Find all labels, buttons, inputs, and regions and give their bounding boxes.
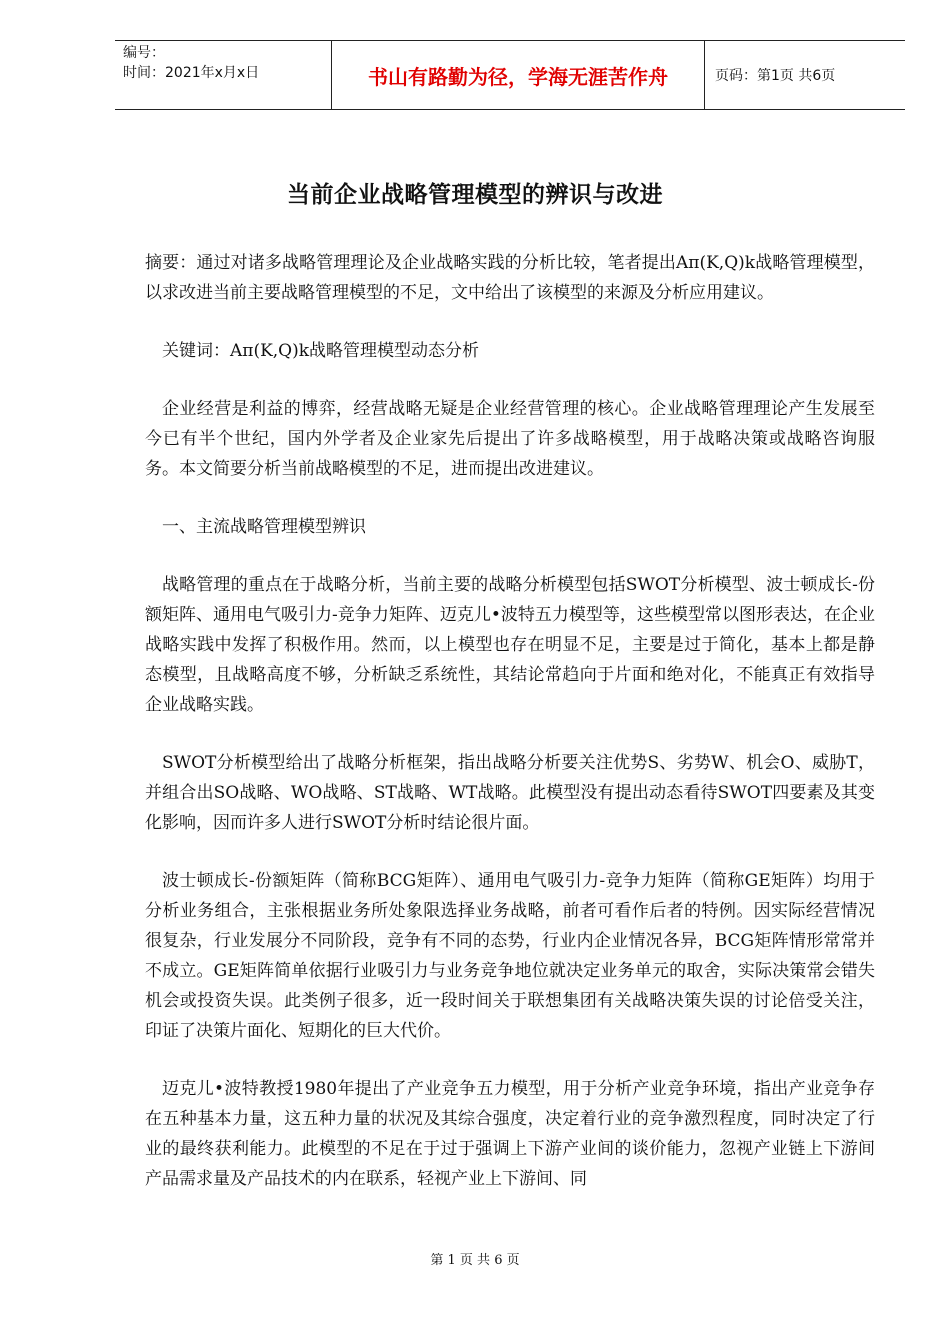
code-label: 编号： [123,45,165,61]
header-motto: 书山有路勤为径，学海无涯苦作舟 [332,41,705,109]
document-body [145,248,875,1222]
page-header [115,40,905,110]
body-paragraph: 战略管理的重点在于战略分析，当前主要的战略分析模型包括SWOT分析模型、波士顿成长-份额矩阵、通用电气吸引力-竞争力矩阵、迈克儿•波特五力模型等，这些模型常以图形表达，在企业战略实践中发挥了积极作用。然而，以上模型也存在明显不足，主要是过于简化，基本上都是静态模型，且战略高度不够，分析缺乏系统性，其结论常趋向于片面和绝对化，不能真正有效指导企业战略实践。 [145,575,875,715]
body-paragraph: 波士顿成长-份额矩阵（简称BCG矩阵）、通用电气吸引力-竞争力矩阵（简称GE矩阵）均用于分析业务组合，主张根据业务所处象限选择业务战略，前者可看作后者的特例。因实际经营情况很复杂，行业发展分不同阶段，竞争有不同的态势，行业内企业情况各异，BCG矩阵情形常常并不成立。GE矩阵简单依据行业吸引力与业务竞争地位就决定业务单元的取舍，实际决策常会错失机会或投资失误。此类例子很多，近一段时间关于联想集团有关战略决策失误的讨论倍受关注，印证了决策片面化、短期化的巨大代价。 [145,871,875,1041]
header-page-info: 页码：第1页 共6页 [715,68,836,84]
section-heading: 一、主流战略管理模型辨识 [162,517,366,537]
page-footer: 第 1 页 共 6 页 [430,1253,520,1268]
document-title: 当前企业战略管理模型的辨识与改进 [287,181,663,208]
keywords-paragraph: 关键词：Aπ(K,Q)k战略管理模型动态分析 [162,341,480,361]
abstract-paragraph: 摘要：通过对诸多战略管理理论及企业战略实践的分析比较，笔者提出Aπ(K,Q)k战略管理模型，以求改进当前主要战略管理模型的不足，文中给出了该模型的来源及分析应用建议。 [145,253,875,303]
time-label: 时间：2021年x月x日 [123,65,260,81]
header-meta [115,41,332,109]
intro-paragraph: 企业经营是利益的博弈，经营战略无疑是企业经营管理的核心。企业战略管理理论产生发展至今已有半个世纪，国内外学者及企业家先后提出了许多战略模型，用于战略决策或战略咨询服务。本文简要分析当前战略模型的不足，进而提出改进建议。 [145,399,875,479]
body-paragraph: SWOT分析模型给出了战略分析框架，指出战略分析要关注优势S、劣势W、机会O、威胁T，并组合出SO战略、WO战略、ST战略、WT战略。此模型没有提出动态看待SWOT四要素及其变化影响，因而许多人进行SWOT分析时结论很片面。 [145,753,875,833]
body-paragraph: 迈克儿•波特教授1980年提出了产业竞争五力模型，用于分析产业竞争环境，指出产业竞争存在五种基本力量，这五种力量的状况及其综合强度，决定着行业的竞争激烈程度，同时决定了行业的最终获利能力。此模型的不足在于过于强调上下游产业间的谈价能力，忽视产业链上下游间产品需求量及产品技术的内在联系，轻视产业上下游间、同 [145,1079,875,1189]
